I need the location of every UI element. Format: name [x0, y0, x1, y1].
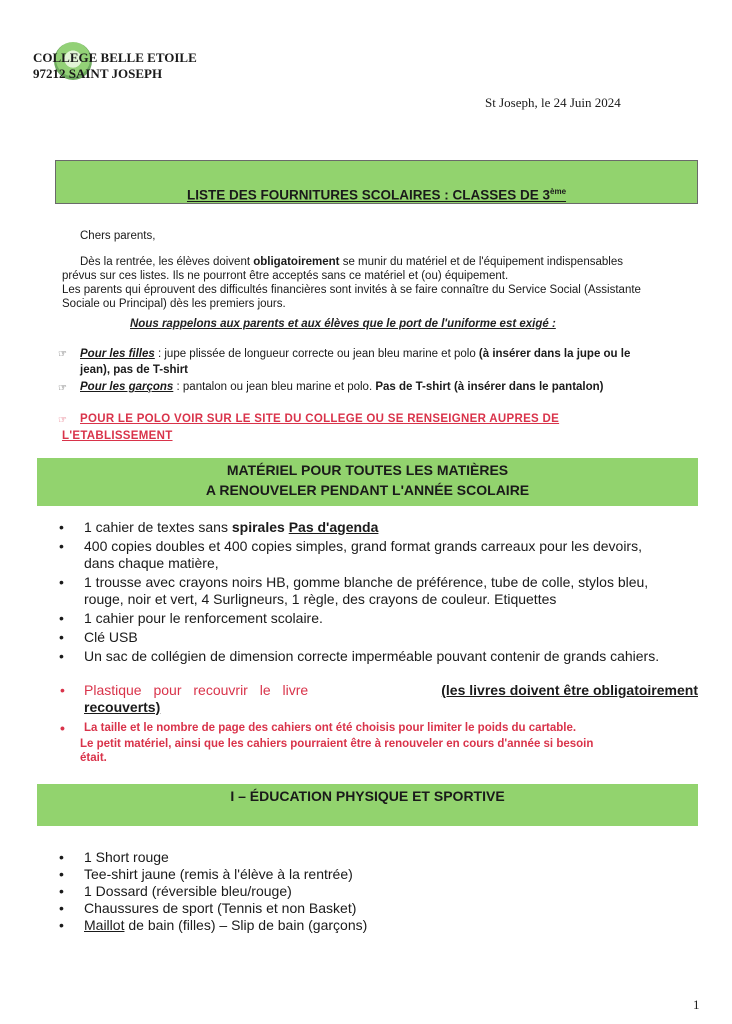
girls-text: : jupe plissée de longueur correcte ou jean bleu marine et polo — [154, 348, 479, 360]
bullet-icon: • — [59, 538, 64, 554]
plastic-bold2: recouverts) — [84, 699, 161, 715]
bullet-icon: • — [59, 610, 64, 626]
section-materiel-heading2: A RENOUVELER PENDANT L'ANNÉE SCOLAIRE — [205, 482, 530, 498]
plastic-item — [60, 682, 698, 716]
list-item — [59, 849, 684, 866]
plastic-text: Plastique pour recouvrir le livre — [84, 682, 309, 698]
bullet-icon: • — [59, 849, 64, 865]
item-text: rouge, noir et vert, 4 Surligneurs, 1 règle, des crayons de couleur. Etiquettes — [84, 591, 557, 607]
bullet-icon: • — [59, 900, 64, 916]
letter-date: St Joseph, le 24 Juin 2024 — [485, 95, 621, 110]
list-item — [59, 883, 684, 900]
intro-bold: obligatoirement — [253, 256, 340, 268]
bullet-icon: • — [59, 574, 64, 590]
polo-line2: L'ETABLISSEMENT — [62, 429, 173, 442]
notes-cont — [80, 737, 593, 765]
note-line3: était. — [80, 752, 107, 764]
item-text: 1 Short rouge — [84, 849, 169, 865]
school-city: 97212 SAINT JOSEPH — [33, 66, 163, 81]
uniform-girls-cont: jean), pas de T-shirt — [80, 364, 188, 376]
item-text: Chaussures de sport (Tennis et non Basket) — [84, 900, 357, 916]
title-banner — [55, 160, 698, 204]
list-item — [59, 538, 704, 572]
uniform-notice: Nous rappelons aux parents et aux élèves que le port de l'uniforme est exigé : — [130, 318, 556, 330]
list-item — [59, 574, 704, 608]
item-text: de bain (filles) – Slip de bain (garçons) — [124, 917, 368, 933]
bullet-icon: • — [59, 883, 64, 899]
item-text: 1 Dossard (réversible bleu/rouge) — [84, 883, 292, 899]
bullet-icon: • — [60, 682, 65, 698]
section-materiel-heading1: MATÉRIEL POUR TOUTES LES MATIÈRES — [226, 462, 509, 478]
page-title — [56, 187, 697, 203]
section-eps-banner — [37, 784, 698, 826]
intro-line3: Les parents qui éprouvent des difficultés financières sont invités à se faire connaître du Service Social (Assistante — [62, 284, 641, 296]
girls-bold: (à insérer dans la jupe ou le — [478, 348, 631, 360]
uniform-boys — [80, 381, 604, 395]
school-name: COLLEGE BELLE ETOILE — [33, 50, 197, 65]
salutation: Chers parents, — [80, 230, 156, 242]
page-title-text: LISTE DES FOURNITURES SCOLAIRES : CLASSES DE 3 — [186, 187, 551, 203]
item-text: 1 cahier de textes sans — [84, 519, 232, 535]
polo-line1: POUR LE POLO VOIR SUR LE SITE DU COLLEGE OU SE RENSEIGNER AUPRES DE — [80, 413, 560, 425]
hand-pointer-icon: ☞ — [58, 415, 67, 426]
intro-text-end: se munir du matériel et de l'équipement indispensables — [339, 256, 623, 268]
hand-pointer-icon: ☞ — [58, 349, 67, 360]
item-text: Un sac de collégien de dimension correcte imperméable pouvant contenir de grands cahiers. — [84, 648, 660, 664]
bullet-icon: • — [59, 629, 64, 645]
item-underline: Pas d'agenda — [288, 519, 379, 535]
list-item — [59, 519, 704, 536]
item-text: 400 copies doubles et 400 copies simples, grand format grands carreaux pour les devoirs, — [84, 538, 642, 554]
item-underline: Maillot — [84, 917, 125, 933]
eps-list — [59, 849, 684, 934]
item-bold: spirales — [231, 519, 285, 535]
bullet-icon: • — [59, 648, 64, 664]
uniform-girls — [80, 348, 630, 362]
bullet-icon: • — [59, 866, 64, 882]
notes — [60, 720, 577, 736]
section-eps-heading: I – ÉDUCATION PHYSIQUE ET SPORTIVE — [230, 788, 505, 804]
boys-label: Pour les garçons — [80, 381, 174, 393]
boys-bold: Pas de T-shirt (à insérer dans le pantalon) — [375, 381, 604, 393]
bullet-icon: • — [60, 720, 65, 736]
item-text: Tee-shirt jaune (remis à l'élève à la rentrée) — [84, 866, 353, 882]
item-text: 1 trousse avec crayons noirs HB, gomme blanche de préférence, tube de colle, stylos bleu, — [84, 574, 649, 590]
intro-line1 — [80, 256, 700, 270]
bullet-icon: • — [59, 917, 64, 933]
hand-pointer-icon: ☞ — [58, 383, 67, 394]
intro-line4: Sociale ou Principal) dès les premiers jours. — [62, 298, 286, 310]
polo-notice — [62, 413, 560, 443]
boys-text: : pantalon ou jean bleu marine et polo. — [173, 381, 376, 393]
school-header — [33, 50, 197, 82]
intro-line2: prévus sur ces listes. Ils ne pourront être acceptés sans ce matériel et (ou) équipement. — [62, 270, 509, 282]
page-title-sup: ème — [550, 187, 567, 196]
bullet-icon: • — [59, 519, 64, 535]
intro-text: Dès la rentrée, les élèves doivent — [80, 256, 254, 268]
note-line2: Le petit matériel, ainsi que les cahiers pourraient être à renouveler en cours d'année si besoin — [80, 738, 594, 750]
plastic-bold: (les livres doivent être obligatoirement — [441, 682, 698, 698]
materiel-list — [59, 519, 704, 667]
page-number: 1 — [693, 997, 700, 1012]
list-item — [59, 629, 704, 646]
item-text: Clé USB — [84, 629, 138, 645]
list-item — [59, 866, 684, 883]
note-line1: La taille et le nombre de page des cahiers ont été choisis pour limiter le poids du cartable. — [84, 722, 577, 734]
list-item — [59, 917, 684, 934]
section-materiel-banner — [37, 458, 698, 506]
item-text: dans chaque matière, — [84, 555, 219, 571]
girls-label: Pour les filles — [80, 348, 155, 360]
item-text: 1 cahier pour le renforcement scolaire. — [84, 610, 323, 626]
list-item — [59, 648, 704, 665]
list-item — [59, 900, 684, 917]
list-item — [59, 610, 704, 627]
